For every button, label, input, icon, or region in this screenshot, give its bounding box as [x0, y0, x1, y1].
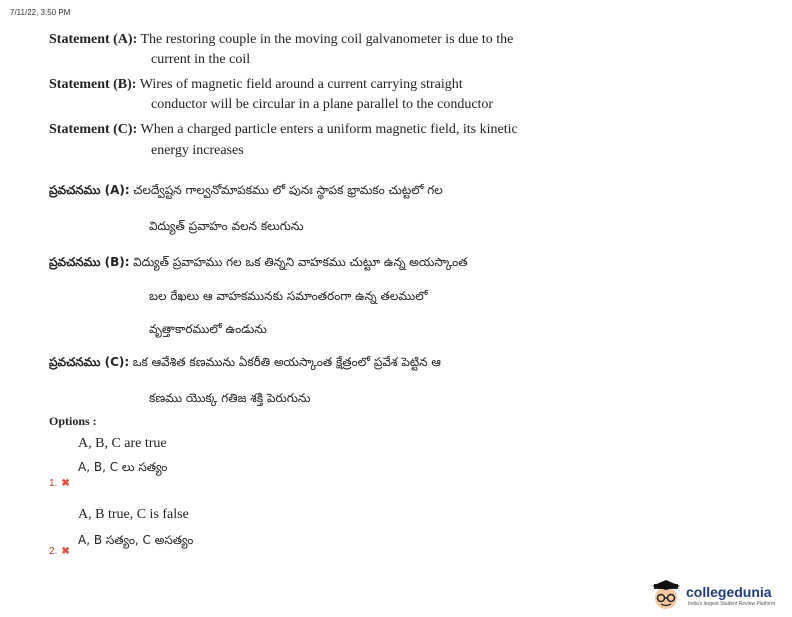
statement-a-en [49, 29, 513, 51]
option-2-te-text: A, B సత్యం, C అసత్యం [78, 533, 194, 547]
statement-b-label: Statement (B): [49, 77, 137, 92]
option-2-te[interactable] [78, 533, 193, 550]
mascot-icon [648, 578, 684, 612]
statement-b-text-line1: Wires of magnetic field around a current carrying straight [139, 77, 463, 92]
statement-b-text-line2: conductor will be circular in a plane parallel to the conductor [151, 97, 494, 112]
print-timestamp: 7/11/22, 3:50 PM [10, 8, 71, 17]
option-1-te-text: A, B, C లు సత్యం [78, 460, 168, 474]
option-1-number [49, 478, 70, 489]
telugu-statement-b-line2: బల రేఖలు ఆ వాహకమునకు సమాంతరంగా ఉన్న తలములో [149, 289, 428, 303]
telugu-statement-a-label: ప్రవచనము (A): [49, 183, 130, 197]
wrong-mark-icon: ✖ [61, 546, 70, 557]
statement-a-text-line1: The restoring couple in the moving coil galvanometer is due to the [140, 32, 514, 47]
statement-c-text-line2: energy increases [151, 143, 244, 158]
telugu-statement-b-label: ప్రవచనము (B): [49, 255, 130, 269]
telugu-statement-c-line2: కణము యొక్క గతిజ శక్తి పెరుగును [149, 391, 311, 405]
statement-c-label: Statement (C): [49, 122, 138, 137]
statement-a-text-line2: current in the coil [151, 52, 251, 67]
option-1-number-label: 1. [49, 478, 58, 489]
logo-tagline: India's largest Student Review Platform [688, 601, 776, 607]
telugu-statement-a-line1: చలద్వేష్టన గాల్వనోమాపకము లో పునః స్థాపక భ్రామకం చుట్టలో గల [133, 183, 443, 197]
wrong-mark-icon: ✖ [61, 478, 70, 489]
statement-b-en [49, 74, 463, 96]
option-1-en[interactable]: A, B, C are true [78, 436, 167, 451]
telugu-statement-a-line2: విద్యుత్ ప్రవాహం వలన కలుగును [149, 219, 304, 233]
logo-wordmark: collegedunia [686, 584, 772, 600]
option-1-te[interactable] [78, 460, 167, 477]
statement-c-text-line1: When a charged particle enters a uniform magnetic field, its kinetic [140, 122, 518, 137]
option-2-number [49, 546, 70, 557]
telugu-statement-a [49, 183, 443, 200]
options-heading: Options : [49, 414, 97, 428]
statement-c-en [49, 119, 518, 141]
option-2-en[interactable]: A, B true, C is false [78, 507, 189, 522]
telugu-statement-c-label: ప్రవచనము (C): [49, 355, 130, 369]
telugu-statement-b [49, 255, 468, 272]
telugu-statement-b-line3: వృత్తాకారములో ఉండును [149, 322, 267, 336]
collegedunia-logo [648, 578, 792, 612]
telugu-statement-c-line1: ఒక ఆవేశిత కణమును ఏకరీతి అయస్కాంత క్షేత్రంలో ప్రవేశ పెట్టిన ఆ [132, 355, 441, 369]
option-2-number-label: 2. [49, 546, 58, 557]
telugu-statement-c [49, 355, 441, 372]
statement-a-label: Statement (A): [49, 32, 138, 47]
telugu-statement-b-line1: విద్యుత్ ప్రవాహము గల ఒక తిన్నని వాహకము చుట్టూ ఉన్న అయస్కాంత [133, 255, 468, 269]
